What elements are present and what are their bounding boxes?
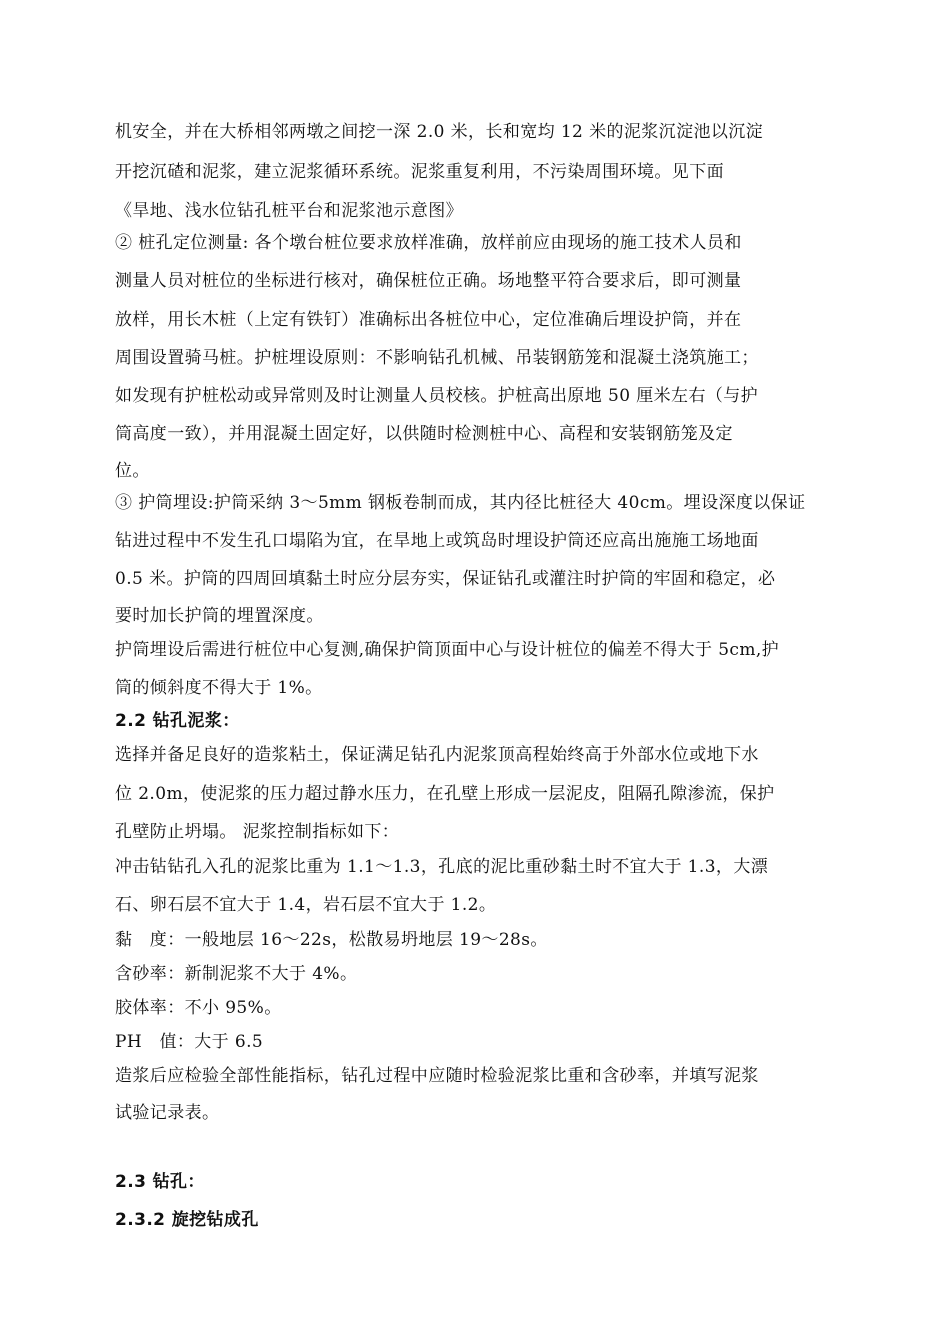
paragraph-line: 钻进过程中不发生孔口塌陷为宜，在旱地上或筑岛时埋设护筒还应高出施施工场地面: [115, 531, 759, 551]
paragraph-line: 选择并备足良好的造浆粘土，保证满足钻孔内泥浆顶高程始终高于外部水位或地下水: [115, 745, 759, 765]
paragraph-line: 冲击钻钻孔入孔的泥浆比重为 1.1～1.3，孔底的泥比重砂黏土时不宜大于 1.3，大漂: [115, 857, 769, 877]
paragraph-line: 测量人员对桩位的坐标进行核对，确保桩位正确。场地整平符合要求后，即可测量: [115, 271, 742, 291]
paragraph-line: 孔壁防止坍塌。 泥浆控制指标如下：: [115, 822, 400, 842]
paragraph-line: 0.5 米。护筒的四周回填黏土时应分层夯实，保证钻孔或灌注时护筒的牢固和稳定，必: [115, 569, 776, 589]
paragraph-line: PH 值：大于 6.5: [115, 1032, 264, 1052]
paragraph-line: ② 桩孔定位测量: 各个墩台桩位要求放样准确，放样前应由现场的施工技术人员和: [115, 233, 742, 253]
section-heading: 2.3 钻孔：: [115, 1172, 205, 1192]
paragraph-line: 位 2.0m，使泥浆的压力超过静水压力，在孔壁上形成一层泥皮，阻隔孔隙渗流，保护: [115, 784, 775, 804]
paragraph-line: 筒的倾斜度不得大于 1%。: [115, 678, 323, 698]
paragraph-line: 筒高度一致），并用混凝土固定好，以供随时检测桩中心、高程和安装钢筋笼及定: [115, 424, 733, 444]
paragraph-line: 如发现有护桩松动或异常则及时让测量人员校核。护桩高出原地 50 厘米左右（与护: [115, 386, 759, 406]
paragraph-line: 要时加长护筒的埋置深度。: [115, 606, 324, 626]
paragraph-line: 机安全，并在大桥相邻两墩之间挖一深 2.0 米，长和宽均 12 米的泥浆沉淀池以沉淀: [115, 122, 764, 142]
paragraph-line: 黏 度：一般地层 16～22s，松散易坍地层 19～28s。: [115, 930, 548, 950]
paragraph-line: 含砂率：新制泥浆不大于 4%。: [115, 964, 358, 984]
paragraph-line: ③ 护筒埋设:护筒采纳 3～5mm 钢板卷制而成，其内径比桩径大 40cm。埋设深度以保证: [115, 493, 806, 513]
subsection-heading: 2.3.2 旋挖钻成孔: [115, 1210, 259, 1230]
paragraph-line: 开挖沉碴和泥浆，建立泥浆循环系统。泥浆重复利用，不污染周围环境。见下面: [115, 162, 724, 182]
paragraph-line: 试验记录表。: [115, 1103, 220, 1123]
paragraph-line: 护筒埋设后需进行桩位中心复测,确保护筒顶面中心与设计桩位的偏差不得大于 5cm,护: [115, 640, 780, 660]
paragraph-line: 放样，用长木桩（上定有铁钉）准确标出各桩位中心，定位准确后埋设护筒，并在: [115, 310, 742, 330]
paragraph-line: 造浆后应检验全部性能指标，钻孔过程中应随时检验泥浆比重和含砂率，并填写泥浆: [115, 1066, 759, 1086]
section-heading: 2.2 钻孔泥浆：: [115, 711, 240, 731]
paragraph-line: 位。: [115, 461, 150, 481]
paragraph-line: 石、卵石层不宜大于 1.4，岩石层不宜大于 1.2。: [115, 895, 497, 915]
paragraph-line: 周围设置骑马桩。护桩埋设原则：不影响钻孔机械、吊装钢筋笼和混凝土浇筑施工；: [115, 348, 759, 368]
paragraph-line: 《旱地、浅水位钻孔桩平台和泥浆池示意图》: [115, 201, 463, 221]
paragraph-line: 胶体率：不小 95%。: [115, 998, 282, 1018]
